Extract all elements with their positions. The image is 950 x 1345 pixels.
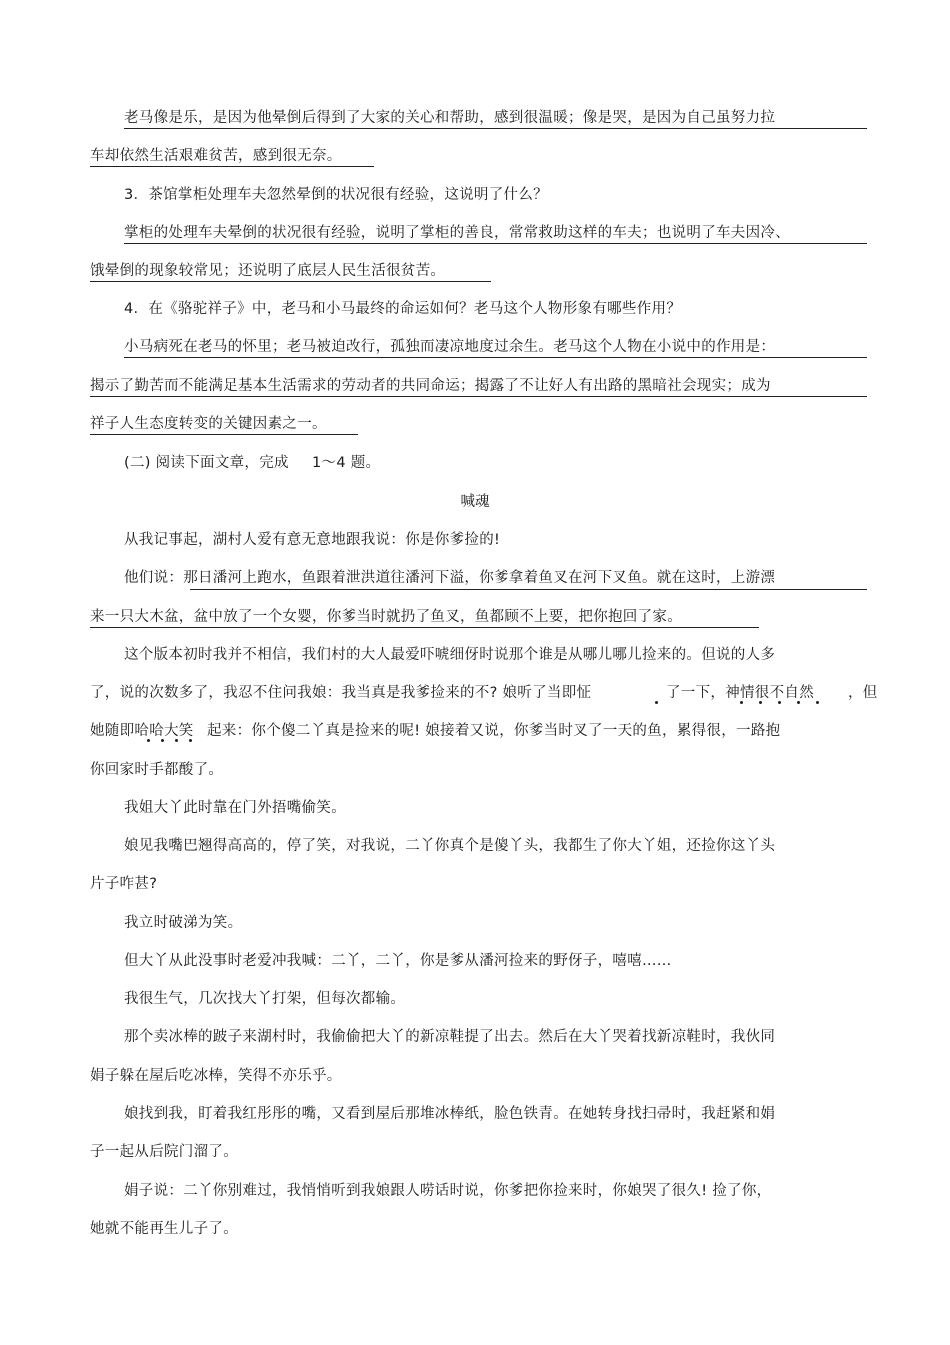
paragraph-3-line-1: 这个版本初时我并不相信，我们村的大人最爱吓唬细伢时说那个谁是从哪儿哪儿捡来的。但说的人多 bbox=[124, 647, 776, 663]
article-title: 喊魂 bbox=[460, 494, 490, 510]
emphasis-dot bbox=[175, 739, 178, 742]
answer-2-line-2: 车却依然生活艰难贫苦，感到很无奈。 bbox=[90, 148, 342, 164]
paragraph-9-line-2: 娟子躲在屋后吃冰棒，笑得不亦乐乎。 bbox=[90, 1068, 342, 1084]
emphasis-dot bbox=[161, 739, 164, 742]
paragraph-3-line-4: 你回家时手都酸了。 bbox=[90, 762, 224, 778]
paragraph-8: 我很生气，几次找大丫打架，但每次都输。 bbox=[124, 991, 406, 1007]
emphasis-dot bbox=[655, 701, 658, 704]
answer-2-line-1: 老马像是乐，是因为他晕倒后得到了大家的关心和帮助，感到很温暖；像是哭，是因为自己虽努力拉 bbox=[124, 110, 776, 126]
answer-4-line-1: 小马病死在老马的怀里；老马被迫改行，孤独而凄凉地度过余生。老马这个人物在小说中的作用是： bbox=[124, 339, 776, 355]
emphasis-dot bbox=[759, 701, 762, 704]
emphasis-dot bbox=[816, 701, 819, 704]
answer-3-line-1: 掌柜的处理车夫晕倒的状况很有经验，说明了掌柜的善良，常常救助这样的车夫；也说明了车夫因冷、 bbox=[124, 225, 790, 241]
emphasis-dot bbox=[797, 701, 800, 704]
emphasis-dot bbox=[189, 739, 192, 742]
paragraph-10-line-1: 娘找到我，盯着我红彤彤的嘴，又看到屋后那堆冰棒纸，脸色铁青。在她转身找扫帚时，我赶紧和娟 bbox=[124, 1106, 776, 1122]
paragraph-11-line-1: 娟子说：二丫你别难过，我悄悄听到我娘跟人唠话时说，你爹把你捡来时，你娘哭了很久! 捡了你， bbox=[124, 1183, 772, 1199]
answer-4-line-3: 祥子人生态度转变的关键因素之一。 bbox=[90, 416, 327, 432]
answer-underline bbox=[90, 396, 867, 397]
text-underline bbox=[190, 589, 867, 590]
paragraph-2-line-1: 他们说：那日潘河上跑水，鱼跟着泄洪道往潘河下溢，你爹拿着鱼叉在河下叉鱼。就在这时，上游漂 bbox=[124, 570, 776, 586]
paragraph-3-line-3b: 起来：你个傻二丫真是捡来的呢! 娘接着又说，你爹当时叉了一天的鱼，累得很，一路抱 bbox=[207, 723, 781, 739]
paragraph-3-line-2c: ，但 bbox=[848, 685, 878, 701]
question-3: 3．茶馆掌柜处理车夫忽然晕倒的状况很有经验，这说明了什么？ bbox=[124, 187, 548, 203]
answer-underline bbox=[90, 281, 491, 282]
emphasis-dot bbox=[147, 739, 150, 742]
answer-underline bbox=[124, 128, 867, 129]
emphasis-dot bbox=[740, 701, 743, 704]
paragraph-11-line-2: 她就不能再生儿子了。 bbox=[90, 1221, 238, 1237]
text-underline bbox=[90, 627, 759, 628]
paragraph-1: 从我记事起，湖村人爱有意无意地跟我说：你是你爹捡的! bbox=[124, 532, 501, 548]
answer-3-line-2: 饿晕倒的现象较常见；还说明了底层人民生活很贫苦。 bbox=[90, 263, 446, 279]
answer-underline bbox=[90, 166, 374, 167]
section-instruction-a: (二) 阅读下面文章，完成 bbox=[124, 455, 289, 471]
paragraph-3-line-2a: 了，说的次数多了，我忍不住问我娘：我当真是我爹捡来的不? 娘听了当即怔 bbox=[90, 685, 592, 701]
section-instruction-b: 1～4 题。 bbox=[312, 455, 381, 471]
paragraph-5-line-2: 片子咋甚? bbox=[90, 876, 158, 892]
paragraph-9-line-1: 那个卖冰棒的跛子来湖村时，我偷偷把大丫的新凉鞋提了出去。然后在大丫哭着找新凉鞋时，我伙同 bbox=[124, 1029, 776, 1045]
paragraph-10-line-2: 子一起从后院门溜了。 bbox=[90, 1144, 238, 1160]
paragraph-2-line-2: 来一只大木盆，盆中放了一个女婴，你爹当时就扔了鱼叉，鱼都顾不上要，把你抱回了家。 bbox=[90, 609, 682, 625]
paragraph-5-line-1: 娘见我嘴巴翘得高高的，停了笑，对我说，二丫你真个是傻丫头，我都生了你大丫姐，还捡你这丫头 bbox=[124, 838, 776, 854]
answer-4-line-2: 揭示了勤苦而不能满足基本生活需求的劳动者的共同命运；揭露了不让好人有出路的黑暗社会现实；成为 bbox=[90, 378, 771, 394]
answer-underline bbox=[124, 243, 867, 244]
answer-underline bbox=[124, 357, 867, 358]
paragraph-3-line-3a: 她随即哈哈大笑 bbox=[90, 723, 194, 739]
paragraph-6: 我立时破涕为笑。 bbox=[124, 915, 243, 931]
paragraph-7: 但大丫从此没事时老爱冲我喊：二丫，二丫，你是爹从潘河捡来的野伢子，嘻嘻…… bbox=[124, 953, 672, 969]
paragraph-3-line-2b: 了一下，神情很不自然 bbox=[666, 685, 814, 701]
question-4: 4．在《骆驼祥子》中，老马和小马最终的命运如何？老马这个人物形象有哪些作用？ bbox=[124, 301, 682, 317]
paragraph-4: 我姐大丫此时靠在门外捂嘴偷笑。 bbox=[124, 800, 346, 816]
answer-underline bbox=[90, 434, 358, 435]
emphasis-dot bbox=[778, 701, 781, 704]
